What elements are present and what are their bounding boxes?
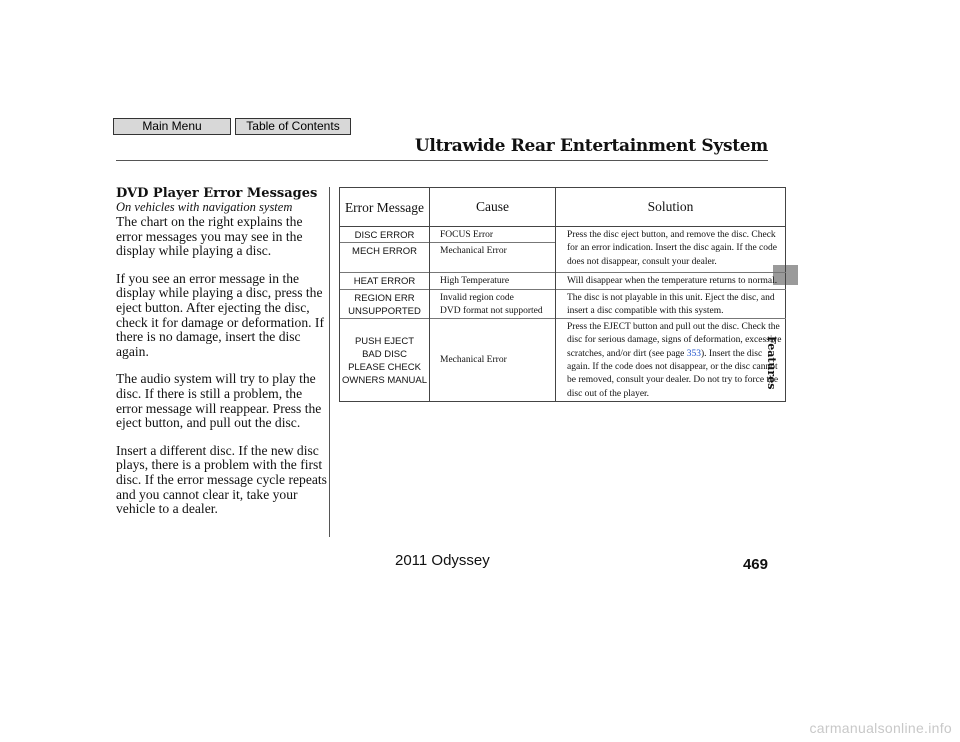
cause-cell: DVD format not supported bbox=[430, 305, 556, 319]
solution-cell: Press the EJECT button and pull out the disc. Check the disc for serious damage, signs of deformation, excessive scratches, and/or dirt (see page 353). Insert the disc again. If the code does not disappear, or the disc cannot be removed, consult your dealer. Do not try to force the disc out of the player. bbox=[556, 319, 786, 402]
section-subtitle: On vehicles with navigation system bbox=[116, 200, 293, 214]
page-reference-link[interactable]: 353 bbox=[686, 348, 702, 359]
header-divider bbox=[116, 160, 768, 161]
left-column bbox=[116, 187, 328, 530]
table-row bbox=[340, 273, 786, 289]
table-row bbox=[340, 289, 786, 305]
column-header-solution: Solution bbox=[556, 188, 786, 227]
error-code-cell: MECH ERROR bbox=[340, 243, 430, 273]
cause-cell: Mechanical Error bbox=[430, 243, 556, 273]
table-row bbox=[340, 319, 786, 402]
table-of-contents-button[interactable]: Table of Contents bbox=[235, 118, 351, 135]
error-code-cell: HEAT ERROR bbox=[340, 273, 430, 289]
error-code-cell: UNSUPPORTED bbox=[340, 305, 430, 319]
paragraph: The chart on the right explains the error messages you may see in the display while playing a disc. bbox=[116, 214, 303, 259]
watermark-text: carmanualsonline.info bbox=[809, 720, 952, 736]
table-header-row bbox=[340, 188, 786, 227]
column-divider bbox=[329, 187, 330, 537]
paragraph: If you see an error message in the display while playing a disc, press the eject button. After ejecting the disc, check it for damage or deformation. If there is no damage, insert the disc again. bbox=[116, 270, 324, 359]
cause-cell: FOCUS Error bbox=[430, 227, 556, 243]
footer-model-name: 2011 Odyssey bbox=[395, 552, 490, 569]
column-header-error-message: Error Message bbox=[340, 188, 430, 227]
page-title: Ultrawide Rear Entertainment System bbox=[414, 136, 768, 156]
paragraph: Insert a different disc. If the new disc plays, there is a problem with the first disc. If the error message cycle repeats and you cannot clear it, take your vehicle to a dealer. bbox=[116, 442, 327, 517]
cause-cell: High Temperature bbox=[430, 273, 556, 289]
table-row bbox=[340, 227, 786, 243]
cause-cell: Mechanical Error bbox=[430, 319, 556, 402]
column-header-cause: Cause bbox=[430, 188, 556, 227]
solution-cell: Will disappear when the temperature returns to normal. bbox=[556, 273, 786, 289]
error-message-table bbox=[339, 187, 786, 402]
solution-cell: The disc is not playable in this unit. Eject the disc, and insert a disc compatible with this system. bbox=[556, 289, 786, 319]
error-code-cell: DISC ERROR bbox=[340, 227, 430, 243]
error-code-cell: REGION ERR bbox=[340, 289, 430, 305]
page-number: 469 bbox=[742, 556, 768, 573]
paragraph: The audio system will try to play the disc. If there is still a problem, the error message will reappear. Press the eject button, and pull out the disc. bbox=[116, 371, 322, 431]
section-title: DVD Player Error Messages bbox=[116, 186, 318, 201]
main-menu-button[interactable]: Main Menu bbox=[113, 118, 231, 135]
error-code-cell: PUSH EJECT BAD DISC PLEASE CHECK OWNERS MANUAL bbox=[340, 319, 430, 402]
cause-cell: Invalid region code bbox=[430, 289, 556, 305]
side-section-label: Features bbox=[765, 336, 778, 390]
solution-cell: Press the disc eject button, and remove the disc. Check for an error indication. Insert the disc again. If the code does not disappear, consult your dealer. bbox=[556, 227, 786, 273]
